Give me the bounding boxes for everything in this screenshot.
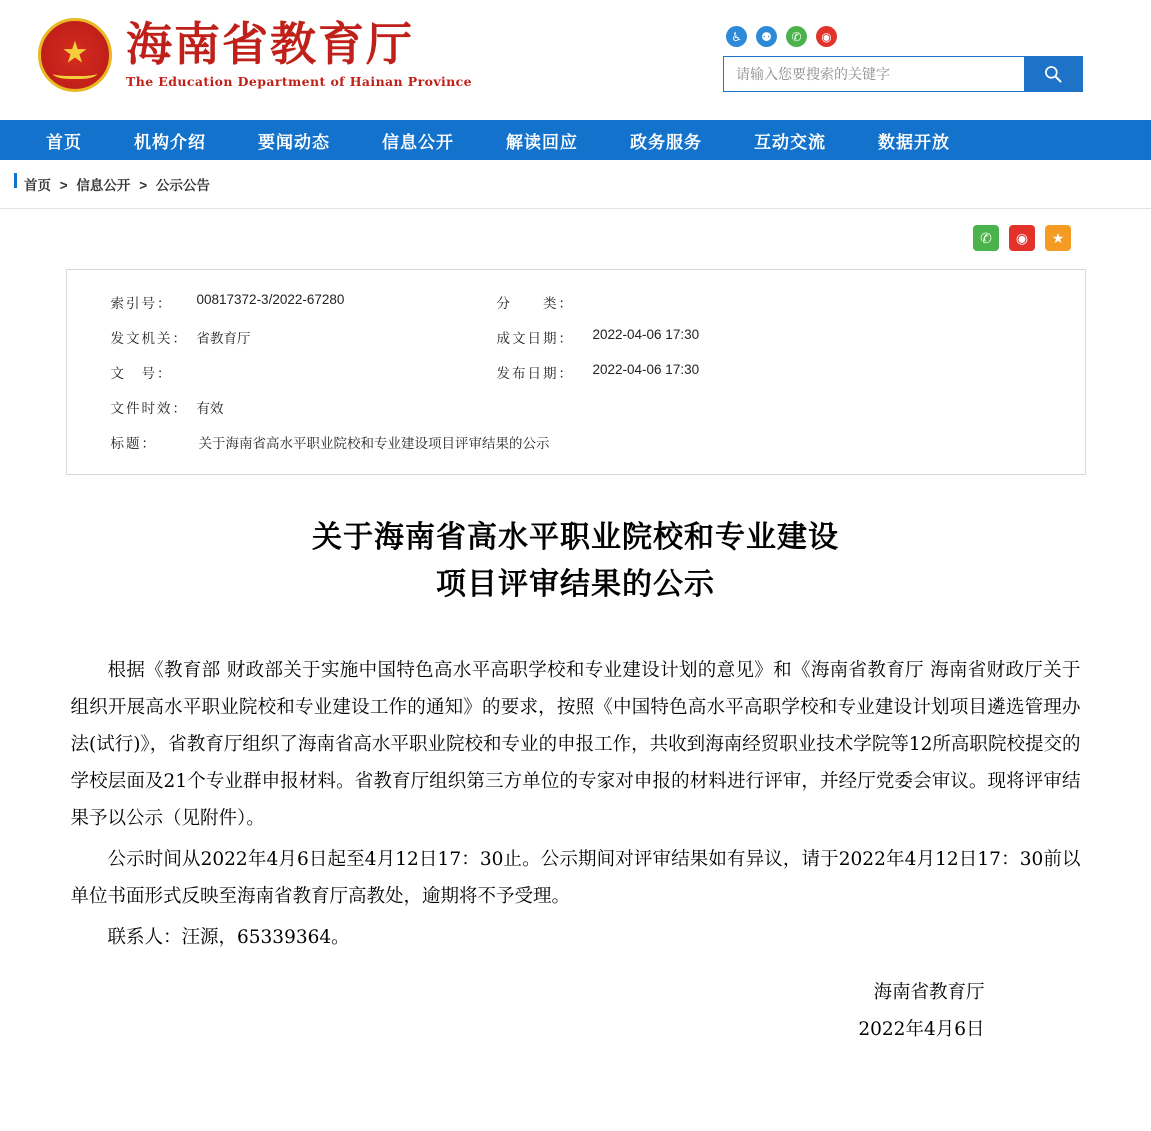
site-header xyxy=(0,0,1151,120)
weibo-icon[interactable]: ◉ xyxy=(816,26,837,47)
document-meta-box xyxy=(66,269,1086,475)
breadcrumb xyxy=(0,160,1151,209)
quick-icon-bar xyxy=(726,26,1103,47)
nav-item-gov-services[interactable]: 政务服务 xyxy=(630,132,702,152)
meta-compose-date-value: 2022-04-06 17:30 xyxy=(592,327,700,342)
meta-index-value: 00817372-3/2022-67280 xyxy=(196,292,345,307)
article-title xyxy=(71,515,1081,608)
breadcrumb-item-info-disclosure[interactable]: 信息公开 xyxy=(76,178,131,193)
meta-publish-date-label: 发布日期： xyxy=(496,366,574,381)
meta-validity-label: 文件时效： xyxy=(110,401,188,416)
national-emblem-icon xyxy=(38,18,112,92)
nav-item-open-data[interactable]: 数据开放 xyxy=(878,132,950,152)
signature-date: 2022年4月6日 xyxy=(858,1019,985,1040)
accessibility-icon[interactable]: ♿ xyxy=(726,26,747,47)
search-input[interactable] xyxy=(724,57,1024,91)
article-paragraph: 公示时间从2022年4月6日起至4月12日17：30止。公示期间对评审结果如有异议，请于2022年4月12日17：30前以单位书面形式反映至海南省教育厅高教处，逾期将不予受理。 xyxy=(70,849,1081,907)
nav-item-news[interactable]: 要闻动态 xyxy=(258,132,330,152)
nav-item-interaction[interactable]: 互动交流 xyxy=(754,132,826,152)
wechat-icon[interactable]: ✆ xyxy=(786,26,807,47)
meta-category-label: 分 类： xyxy=(496,296,574,311)
meta-index-label: 索引号： xyxy=(110,296,173,311)
share-favorite-icon[interactable]: ★ xyxy=(1045,225,1071,251)
meta-title-value: 关于海南省高水平职业院校和专业建设项目评审结果的公示 xyxy=(198,436,550,451)
nav-item-org-intro[interactable]: 机构介绍 xyxy=(134,132,206,152)
search-button[interactable] xyxy=(1024,57,1082,91)
meta-issuer-value: 省教育厅 xyxy=(196,331,251,346)
meta-title-label: 标题： xyxy=(110,436,157,451)
article-body xyxy=(71,652,1081,956)
share-wechat-icon[interactable]: ✆ xyxy=(973,225,999,251)
search-box xyxy=(723,56,1083,92)
main-nav xyxy=(0,120,1151,160)
share-bar xyxy=(0,209,1151,251)
article-signature xyxy=(71,974,1081,1048)
meta-category-value xyxy=(593,292,1041,312)
meta-compose-date-label: 成文日期： xyxy=(496,331,574,346)
breadcrumb-separator: > xyxy=(59,178,68,193)
site-subtitle: The Education Department of Hainan Province xyxy=(126,74,472,90)
nav-item-interpretation[interactable]: 解读回应 xyxy=(506,132,578,152)
meta-publish-date-value: 2022-04-06 17:30 xyxy=(592,362,700,377)
article-title-line-1: 关于海南省高水平职业院校和专业建设 xyxy=(312,520,839,555)
nav-item-home[interactable]: 首页 xyxy=(46,132,82,152)
meta-doc-no-label: 文 号： xyxy=(110,366,173,381)
meta-validity-value: 有效 xyxy=(196,401,224,416)
meta-issuer-label: 发文机关： xyxy=(110,331,188,346)
share-weibo-icon[interactable]: ◉ xyxy=(1009,225,1035,251)
signature-org: 海南省教育厅 xyxy=(873,982,985,1003)
breadcrumb-item-announcements[interactable]: 公示公告 xyxy=(155,178,210,193)
search-icon xyxy=(1043,64,1063,84)
meta-doc-no-value xyxy=(197,362,497,382)
nav-item-info-disclosure[interactable]: 信息公开 xyxy=(382,132,454,152)
article-paragraph: 根据《教育部 财政部关于实施中国特色高水平高职学校和专业建设计划的意见》和《海南省教育厅 海南省财政厅关于组织开展高水平职业院校和专业建设工作的通知》的要求，按照《中国特色高水平高职学校和专业建设计划项目遴选管理办法(试行)》，省教育厅组织了海南省高水平职业院校和专业的申报工作，共收到海南经贸职业技术学院等12所高职院校提交的学校层面及21个专业群申报材料。省教育厅组织第三方单位的专家对申报的材料进行评审，并经厅党委会审议。现将评审结果予以公示（见附件）。 xyxy=(70,660,1081,829)
breadcrumb-separator: > xyxy=(139,178,148,193)
article-title-line-2: 项目评审结果的公示 xyxy=(436,566,715,602)
site-title: 海南省教育厅 xyxy=(126,17,414,72)
article-paragraph: 联系人：汪源，65339364。 xyxy=(107,927,350,948)
robot-assistant-icon[interactable]: ⚉ xyxy=(756,26,777,47)
breadcrumb-item-home[interactable]: 首页 xyxy=(24,178,51,193)
header-right xyxy=(723,26,1103,92)
site-logo[interactable] xyxy=(38,18,472,92)
article xyxy=(71,515,1081,1048)
